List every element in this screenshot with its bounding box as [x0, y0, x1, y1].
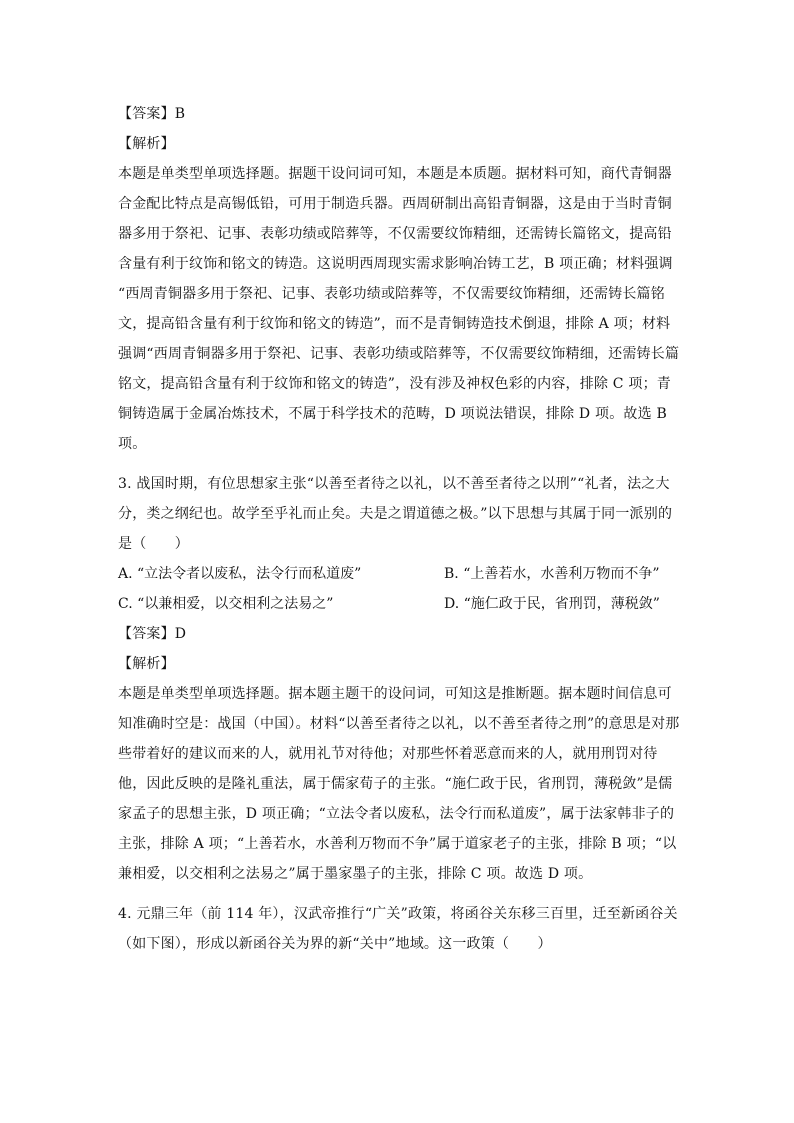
q2-analysis-line: “西周青铜器多用于祭祀、记事、表彰功绩或陪葬等，不仅需要纹饰精细，还需铸长篇铭	[118, 286, 665, 302]
q3-option-c: C. “以兼相爱，以交相利之法易之”	[118, 596, 334, 612]
q3-analysis-label: 【解析】	[118, 656, 175, 672]
q3-analysis-line: 主张，排除 A 项；“上善若水，水善利万物而不争”属于道家老子的主张，排除 B 项；“以	[118, 836, 677, 852]
q3-option-d: D. “施仁政于民，省刑罚，薄税敛”	[444, 596, 660, 612]
q3-analysis-line: 些带着好的建议而来的人，就用礼节对待他；对那些怀着恶意而来的人，就用刑罚对待	[118, 746, 658, 762]
q2-analysis-line: 文，提高铅含量有利于纹饰和铭文的铸造”，而不是青铜铸造技术倒退，排除 A 项；材料	[118, 316, 671, 332]
q3-stem-line: 分，类之纲纪也。故学至乎礼而止矣。夫是之谓道德之极。”以下思想与其属于同一派别的	[118, 506, 673, 522]
q2-analysis-line: 含量有利于纹饰和铭文的铸造。这说明西周现实需求影响冶铸工艺，B 项正确；材料强调	[118, 256, 673, 272]
q3-analysis-line: 本题是单类型单项选择题。据本题主题干的设问词，可知这是推断题。据本题时间信息可	[118, 686, 672, 702]
q2-analysis-line: 合金配比特点是高锡低铅，可用于制造兵器。西周研制出高铅青铜器，这是由于当时青铜	[118, 196, 672, 212]
q2-answer: 【答案】B	[118, 106, 186, 122]
q3-option-b: B. “上善若水，水善利万物而不争”	[444, 566, 660, 582]
q3-option-a: A. “立法令者以废私，法令行而私道废”	[118, 566, 362, 582]
q3-stem-line: 是（ ）	[118, 536, 189, 552]
q4-stem-line: （如下图），形成以新函谷关为界的新“关中”地域。这一政策（ ）	[118, 936, 552, 952]
q2-analysis-line: 铭文，提高铅含量有利于纹饰和铭文的铸造”，没有涉及神权色彩的内容，排除 C 项；青	[118, 376, 671, 392]
q3-stem-line: 3. 战国时期，有位思想家主张“以善至者待之以礼，以不善至者待之以刑”“礼者，法之大	[118, 476, 670, 492]
q3-analysis-line: 他，因此反映的是隆礼重法，属于儒家荀子的主张。“施仁政于民，省刑罚，薄税敛”是儒	[118, 776, 673, 792]
q2-analysis-line: 铜铸造属于金属冶炼技术，不属于科学技术的范畴，D 项说法错误，排除 D 项。故选 B	[118, 406, 667, 422]
q2-analysis-line: 强调“西周青铜器多用于祭祀、记事、表彰功绩或陪葬等，不仅需要纹饰精细，还需铸长篇	[118, 346, 680, 362]
q2-analysis-line: 本题是单类型单项选择题。据题干设问词可知，本题是本质题。据材料可知，商代青铜器	[118, 166, 672, 182]
q3-analysis-line: 兼相爱，以交相利之法易之”属于墨家墨子的主张，排除 C 项。故选 D 项。	[118, 866, 593, 882]
q3-analysis-line: 知准确时空是：战国（中国）。材料“以善至者待之以礼，以不善至者待之刑”的意思是对那	[118, 716, 680, 732]
q2-analysis-line: 器多用于祭祀、记事、表彰功绩或陪葬等，不仅需要纹饰精细，还需铸长篇铭文，提高铅	[118, 226, 672, 242]
q4-stem-line: 4. 元鼎三年（前 114 年），汉武帝推行“广关”政策，将函谷关东移三百里，迁至新函谷关	[118, 906, 678, 922]
q2-analysis-label: 【解析】	[118, 136, 175, 152]
q3-analysis-line: 家孟子的思想主张，D 项正确；“立法令者以废私，法令行而私道废”，属于法家韩非子的	[118, 806, 675, 822]
q2-analysis-line: 项。	[118, 436, 147, 452]
q3-answer: 【答案】D	[118, 626, 187, 642]
